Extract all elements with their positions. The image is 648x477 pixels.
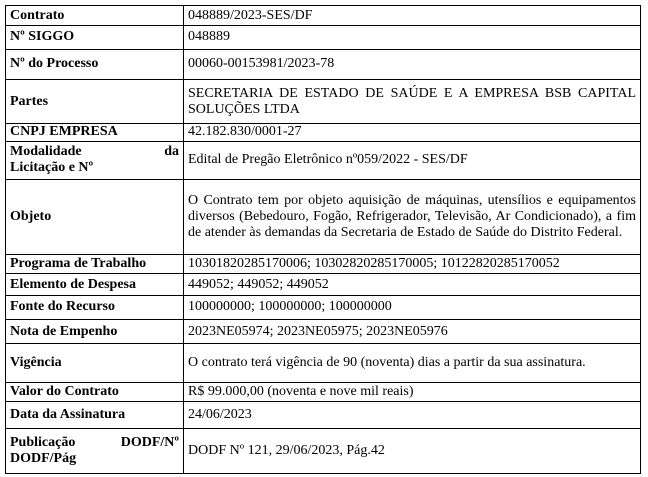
label-programa: Programa de Trabalho — [6, 255, 184, 274]
label-publicacao-word1: Publicação — [10, 435, 76, 451]
value-vigencia: O contrato terá vigência de 90 (noventa) dias a partir da sua assinatura. — [184, 344, 641, 382]
label-valor: Valor do Contrato — [6, 382, 184, 401]
value-partes: SECRETARIA DE ESTADO DE SAÚDE E A EMPRESA BSB CAPITAL SOLUÇÕES LTDA — [184, 80, 641, 124]
row-modalidade — [6, 141, 641, 179]
label-objeto: Objeto — [6, 180, 184, 255]
value-processo: 00060-00153981/2023-78 — [184, 49, 641, 80]
value-publicacao: DODF Nº 121, 29/06/2023, Pág.42 — [184, 429, 641, 474]
row-vigencia — [6, 344, 641, 382]
label-siggo: Nº SIGGO — [6, 26, 184, 49]
label-fonte: Fonte do Recurso — [6, 295, 184, 319]
label-empenho: Nota de Empenho — [6, 320, 184, 344]
label-vigencia: Vigência — [6, 344, 184, 382]
row-elemento — [6, 274, 641, 295]
row-programa — [6, 255, 641, 274]
row-assinatura — [6, 401, 641, 429]
label-processo: Nº do Processo — [6, 49, 184, 80]
row-contrato — [6, 6, 641, 26]
row-partes — [6, 80, 641, 124]
label-modalidade-line2: Licitação e Nº — [10, 160, 94, 176]
label-publicacao — [6, 429, 184, 474]
value-assinatura: 24/06/2023 — [184, 401, 641, 429]
label-publicacao-line2: DODF/Pág — [10, 451, 77, 467]
value-contrato: 048889/2023-SES/DF — [184, 6, 641, 26]
row-processo — [6, 49, 641, 80]
contract-summary-table — [5, 5, 641, 474]
value-valor: R$ 99.000,00 (noventa e nove mil reais) — [184, 382, 641, 401]
label-modalidade-line1 — [10, 144, 179, 160]
row-empenho — [6, 320, 641, 344]
value-cnpj: 42.182.830/0001-27 — [184, 123, 641, 141]
value-fonte: 100000000; 100000000; 100000000 — [184, 295, 641, 319]
value-empenho: 2023NE05974; 2023NE05975; 2023NE05976 — [184, 320, 641, 344]
label-modalidade-word1: Modalidade — [10, 144, 82, 160]
row-valor — [6, 382, 641, 401]
row-publicacao — [6, 429, 641, 474]
label-modalidade — [6, 141, 184, 179]
row-objeto — [6, 180, 641, 255]
row-cnpj — [6, 123, 641, 141]
label-cnpj: CNPJ EMPRESA — [6, 123, 184, 141]
value-objeto: O Contrato tem por objeto aquisição de máquinas, utensílios e equipamentos diversos (Bebedouro, Fogão, Refrigerador, Televisão, Ar Condicionado), a fim de atender às demandas da Secretaria de Estado de Saúde do Distrito Federal. — [184, 180, 641, 255]
value-programa: 10301820285170006; 10302820285170005; 10122820285170052 — [184, 255, 641, 274]
label-partes: Partes — [6, 80, 184, 124]
row-siggo — [6, 26, 641, 49]
label-contrato: Contrato — [6, 6, 184, 26]
value-siggo: 048889 — [184, 26, 641, 49]
label-assinatura: Data da Assinatura — [6, 401, 184, 429]
label-elemento: Elemento de Despesa — [6, 274, 184, 295]
label-publicacao-line1 — [10, 435, 179, 451]
label-modalidade-word2: da — [164, 144, 179, 160]
row-fonte — [6, 295, 641, 319]
label-publicacao-word2: DODF/Nº — [120, 435, 179, 451]
value-modalidade: Edital de Pregão Eletrônico nº059/2022 - SES/DF — [184, 141, 641, 179]
value-elemento: 449052; 449052; 449052 — [184, 274, 641, 295]
